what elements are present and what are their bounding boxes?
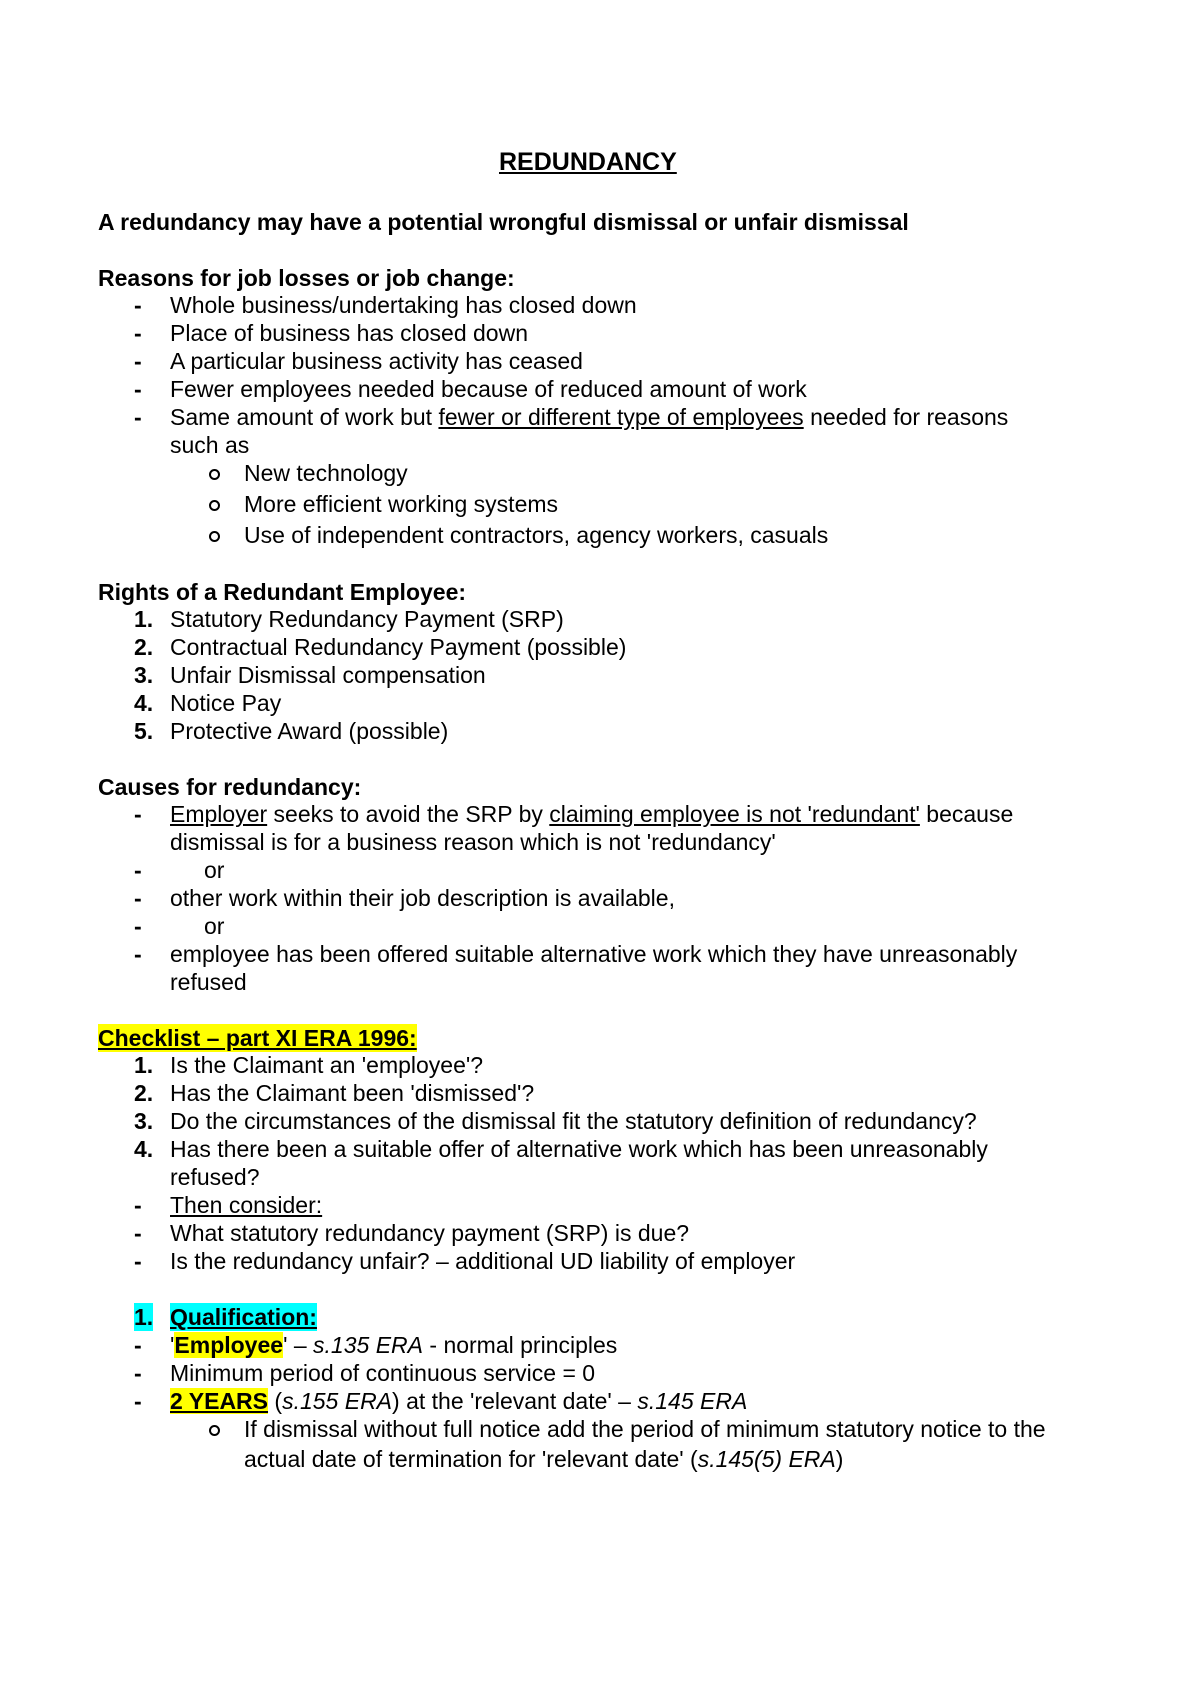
dash-bullet: - xyxy=(134,1248,142,1274)
checklist-heading: Checklist – part XI ERA 1996: xyxy=(98,1025,417,1051)
document-page: REDUNDANCY A redundancy may have a potential wrongful dismissal or unfair dismissal Reasons for job losses or job change: - Whole business/undertaking has closed down - Place of business has closed down - A particular business activity has ceased - Fewer employees needed because of reduced amount of work - Same amount of work but fewer or different type of employees needed for reasons such as New technology More efficient working systems Use of independent contractors, agency workers, casuals Rights of a Redundant Employee: 1. Statutory Redundancy Payment (SRP) 2. Contractual Redundancy Payment (possible) 3. Unfair Dismissal compensation 4. Notice Pay 5. Protective Award (possible) Causes for redundancy: - Employer seeks to avoid the SRP by claiming employee is not 'redundant' because dismissal is for a business reason which is not 'redundancy' - or - other work within their job description is available, - or - employee has been offered suitable alternative work which they have unreasonably refused Checklist – part XI ERA 1996: 1. Is the Claimant an 'employee'? 2. Has the Claimant been 'dismissed'? 3. Do the circumstances of the dismissal fit the statutory definition of redundancy? 4. Has there been a suitable offer of alternative work which has been unreasonably refused? - Then consider: - What statutory redundancy payment (SRP) is due? - Is the redundancy unfair? – additional UD liability of employer 1. Qualification: - 'Employee' – s.135 ERA - normal principles - Minimum period of continuous service = 0 - 2 YEARS (s.155 ERA) at the 'relevant date' – s.145 ERA If dismissal without full notice add the period of minimum statutory notice to the actual date of termination for 'relevant date' (s.145(5) ERA) xyxy=(98,148,1046,1472)
circle-bullet-icon xyxy=(209,531,220,542)
causes-heading: Causes for redundancy: xyxy=(98,774,362,800)
dash-bullet: - xyxy=(134,801,142,827)
reason-item: Place of business has closed down xyxy=(170,320,528,346)
dash-bullet: - xyxy=(134,1360,142,1386)
dash-bullet: - xyxy=(134,320,142,346)
intro-statement: A redundancy may have a potential wrongful dismissal or unfair dismissal xyxy=(98,209,909,235)
dash-bullet: - xyxy=(134,376,142,402)
dash-bullet: - xyxy=(134,857,142,883)
reason-item: Whole business/undertaking has closed down xyxy=(170,292,637,318)
dash-bullet: - xyxy=(134,348,142,374)
circle-bullet-icon xyxy=(209,469,220,480)
dash-bullet: - xyxy=(134,913,142,939)
reason-item: Fewer employees needed because of reduced amount of work xyxy=(170,376,807,402)
dash-bullet: - xyxy=(134,1332,142,1358)
reasons-heading: Reasons for job losses or job change: xyxy=(98,265,515,291)
dash-bullet: - xyxy=(134,404,142,430)
dash-bullet: - xyxy=(134,1220,142,1246)
rights-heading: Rights of a Redundant Employee: xyxy=(98,579,467,605)
circle-bullet-icon xyxy=(209,1425,220,1436)
reason-item: Same amount of work but fewer or different type of employees needed for reasons xyxy=(170,404,1009,430)
reason-item: A particular business activity has ceased xyxy=(170,348,583,374)
circle-bullet-icon xyxy=(209,500,220,511)
dash-bullet: - xyxy=(134,1388,142,1414)
dash-bullet: - xyxy=(134,941,142,967)
document-title: REDUNDANCY xyxy=(499,148,677,176)
dash-bullet: - xyxy=(134,885,142,911)
dash-bullet: - xyxy=(134,1192,142,1218)
dash-bullet: - xyxy=(134,292,142,318)
